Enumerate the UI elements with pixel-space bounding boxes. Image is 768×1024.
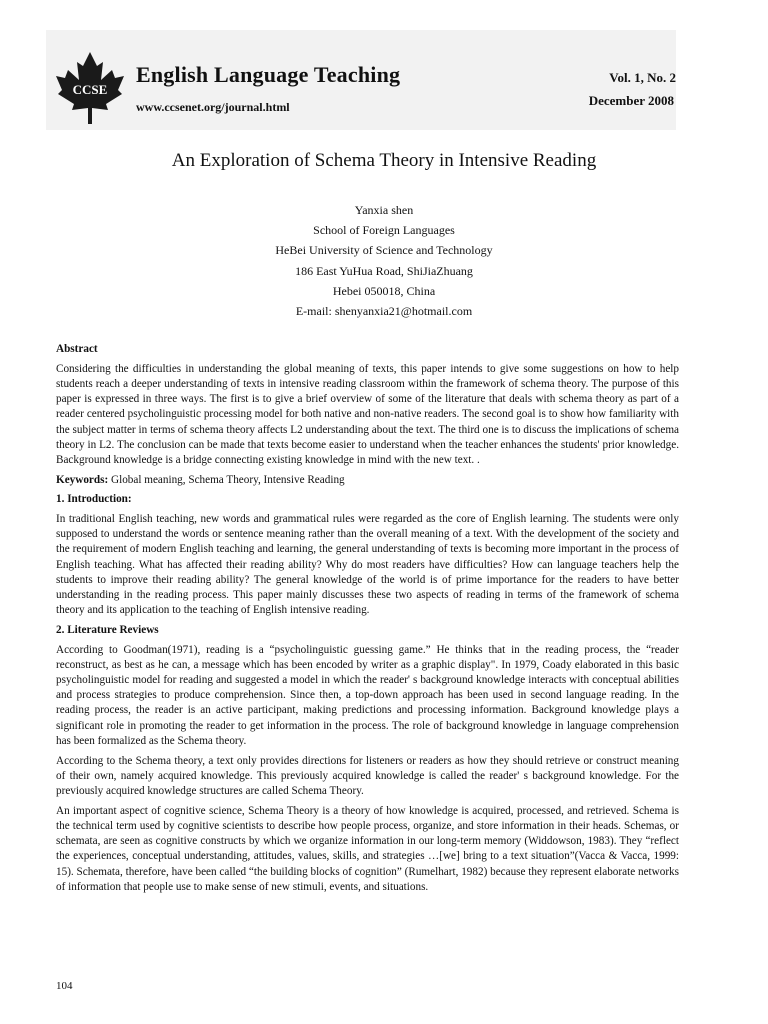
abstract-text: Considering the difficulties in understanding the global meaning of texts, this paper intends to give some suggestions on how to help students reach a deeper understanding of texts in intensive reading classroom within the framework of schema theory. The purpose of this paper is expressed in three ways. The first is to give a brief overview of some of the literature that deals with schema theory as part of a reader centered psycholinguistic processing model for both native and non-native readers. The second goal is to show how familiarity with the subject matter in terms of schema theory affects L2 understanding about the text. The third one is to discuss the implications of schema theory in L2. The conclusion can be made that texts become easier to understand when the teacher enhances the students' prior knowledge. Background knowledge is a bridge connecting existing knowledge in mind with the new text. . (56, 362, 679, 466)
ccse-maple-leaf-logo (54, 50, 126, 125)
keywords-text: Global meaning, Schema Theory, Intensive Reading (108, 473, 345, 486)
paper-title: An Exploration of Schema Theory in Intensive Reading (171, 150, 597, 171)
introduction-paragraph: In traditional English teaching, new words and grammatical rules were regarded as the core of English learning. The students were only supposed to understand the words or sentence meaning rather than the overall meaning of a text. With the development of the society and the requirement of modern English teaching and learning, the general understanding of texts is becoming more important in the process of English teaching. What has affected their reading ability? Why do most readers have difficulties? How can language teachers help the students to improve their reading ability? The general knowledge of the world is of prime importance for the readers to have better understanding in the reading process. This paper mainly discusses these two aspects of reading in terms of the framework of schema theory and its application to the teaching of English intensive reading. (56, 513, 679, 617)
affiliation-line: School of Foreign Languages (313, 223, 455, 238)
volume-issue: Vol. 1, No. 2 (609, 70, 676, 85)
literature-paragraph: An important aspect of cognitive science, Schema Theory is a theory of how knowledge is acquired, processed, and retrieved. Schema is the technical term used by cognitive scientists to describe how people process, organize, and store information in their heads. Schemas, or schemata, are seen as cognitive constructs by which we organize information in our long-term memory (Widdowson, 1983). They “reflect the experiences, conceptual understanding, attitudes, values, skills, and strategies …[we] bring to a text situation”(Vacca & Vacca, 1999: 15). Schemata, therefore, have been called “the building blocks of cognition” (Rumelhart, 1982) because they represent elaborate networks of information that people use to make sense of new stimuli, events, and situations. (56, 804, 679, 893)
author-block (0, 200, 768, 321)
journal-title: English Language Teaching (136, 62, 401, 87)
literature-paragraph: According to the Schema theory, a text only provides directions for listeners or readers as how they should retrieve or construct meaning of their own, namely acquired knowledge. This previously acquired knowledge is called the reader' s background knowledge. For the previously acquired knowledge structures are called Schema Theory. (56, 754, 679, 797)
issue-date: December 2008 (588, 93, 674, 108)
paper-body (56, 342, 679, 899)
literature-paragraph: According to Goodman(1971), reading is a “psycholinguistic guessing game.” He thinks that in the reading process, the “reader reconstruct, as best as he can, a message which has been encoded by writer as a graphic display". In 1979, Coady elaborated in this basic psycholinguistic model for reading and suggested a model in which the reader' s background knowledge interacts with conceptual abilities and process strategies to produce comprehension. Since then, a top-down approach has been used in second language reading. In the reading process, the reader is an active participant, making predictions and processing information. Background knowledge plays a significant role in promoting the reader to get information in the process. The role of background knowledge in language comprehension has been formalized as the Schema theory. (56, 643, 679, 747)
abstract-heading: Abstract (56, 343, 98, 355)
keywords (56, 473, 679, 488)
page-number: 104 (56, 980, 73, 992)
affiliation-line: 186 East YuHua Road, ShiJiaZhuang (295, 263, 473, 278)
affiliation-line: HeBei University of Science and Technology (275, 243, 493, 258)
maple-leaf-icon (54, 50, 126, 125)
author-email[interactable]: E-mail: shenyanxia21@hotmail.com (295, 304, 473, 319)
author-name: Yanxia shen (354, 203, 414, 217)
logo-text: CCSE (72, 82, 108, 97)
journal-url[interactable]: www.ccsenet.org/journal.html (136, 100, 290, 114)
affiliation-line: Hebei 050018, China (332, 283, 436, 298)
keywords-label: Keywords: (56, 473, 109, 486)
section-heading-introduction: 1. Introduction: (56, 493, 132, 506)
journal-header (46, 30, 676, 130)
section-heading-literature-reviews: 2. Literature Reviews (56, 623, 159, 636)
